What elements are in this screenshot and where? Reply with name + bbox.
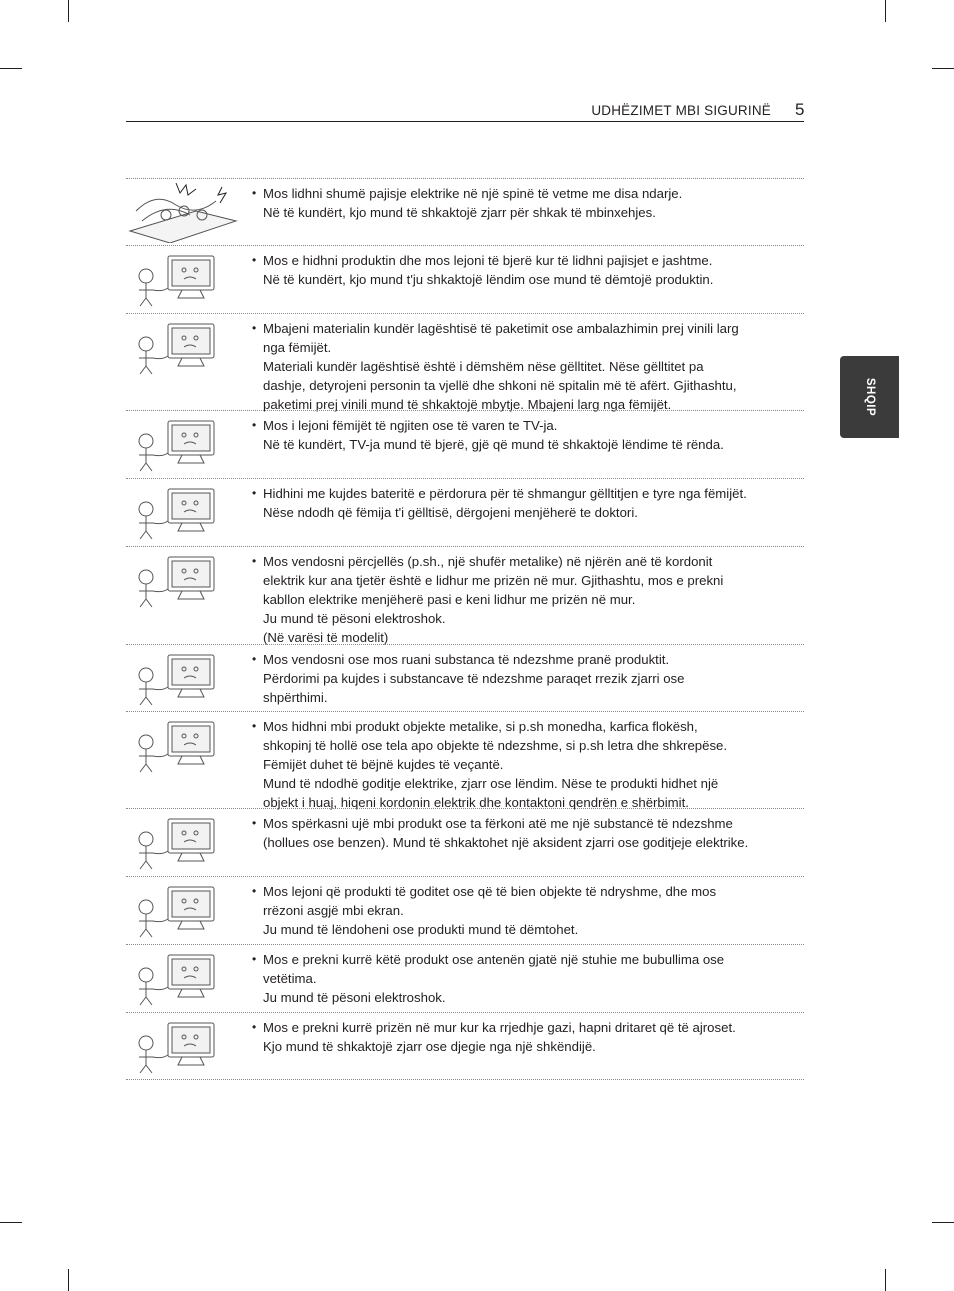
safety-item-line: paketimi prej vinili mund të shkaktojë mbytje. Mbajeni larg nga fëmijët. (263, 397, 672, 412)
safety-item-line: kabllon elektrike menjëherë pasi e keni lidhur me prizën në mur. (263, 592, 636, 607)
safety-item (126, 245, 804, 313)
safety-item-text (252, 552, 798, 647)
safety-item-line: Ju mund të pësoni elektroshok. (263, 611, 446, 626)
safety-item-line: Përdorimi pa kujdes i substancave të ndezshme paraqet rrezik zjarri ose (263, 671, 685, 686)
safety-item-text (252, 184, 798, 222)
overloaded-power-strip-illustration-icon (126, 181, 240, 243)
safety-item-text (252, 814, 798, 852)
safety-item-line: Mos e prekni kurrë këtë produkt ose antenën gjatë një stuhie me bubullima ose (263, 952, 725, 967)
safety-item-line: Mos hidhni mbi produkt objekte metalike, si p.sh monedha, karfica flokësh, (263, 719, 698, 734)
bullet: • (252, 652, 257, 666)
safety-item-line: Në të kundërt, kjo mund të shkaktojë zjarr për shkak të mbinxehjes. (263, 205, 656, 220)
safety-item-line: Fëmijët duhet të bëjnë kujdes të veçantë. (263, 757, 504, 772)
safety-item (126, 711, 804, 808)
safety-item (126, 808, 804, 876)
safety-item-text (252, 416, 798, 454)
safety-item-line: Ju mund të lëndoheni ose produkti mund të dëmtohet. (263, 922, 579, 937)
safety-item-line: Ju mund të pësoni elektroshok. (263, 990, 446, 1005)
crop-mark (0, 68, 22, 69)
bullet: • (252, 186, 257, 200)
safety-item-line: Hidhini me kujdes bateritë e përdorura për të shmangur gëlltitjen e tyre nga fëmijët. (263, 486, 747, 501)
safety-item (126, 944, 804, 1012)
safety-item-line: (hollues ose benzen). Mund të shkaktohet një aksident zjarri ose goditjeje elektrike. (263, 835, 749, 850)
child-climbing-tv-illustration-icon (126, 413, 240, 475)
safety-item-line: Mos i lejoni fëmijët të ngjiten ose të varen te TV-ja. (263, 418, 558, 433)
safety-item-line: (Në varësi të modelit) (263, 630, 389, 645)
crop-mark (932, 1222, 954, 1223)
gas-leak-plug-illustration-icon (126, 1015, 240, 1077)
crop-mark (68, 1269, 69, 1291)
ball-impact-illustration-icon (126, 879, 240, 941)
header-divider (126, 121, 804, 122)
safety-instructions-list (126, 178, 804, 1080)
safety-item-line: Mos spërkasni ujë mbi produkt ose ta fërkoni atë me një substancë të ndezshme (263, 816, 733, 831)
bullet: • (252, 418, 257, 432)
section-title: UDHËZIMET MBI SIGURINË (591, 103, 771, 118)
bullet: • (252, 253, 257, 267)
safety-item (126, 410, 804, 478)
bullet: • (252, 486, 257, 500)
metal-hairpin-cord-illustration-icon (126, 549, 240, 611)
safety-item-line: elektrik kur ana tjetër është e lidhur me prizën në mur. Gjithashtu, mos e prekni (263, 573, 724, 588)
safety-item-text (252, 650, 798, 707)
safety-item-text (252, 484, 798, 522)
safety-item-text (252, 319, 798, 414)
safety-item (126, 876, 804, 944)
safety-item-line: objekt i huaj, hiqeni kordonin elektrik dhe kontaktoni qendrën e shërbimit. (263, 795, 689, 810)
safety-item-line: Në të kundërt, kjo mund t'ju shkaktojë lëndim ose mund të dëmtojë produktin. (263, 272, 714, 287)
crop-mark (885, 0, 886, 22)
safety-item-line: Mund të ndodhë goditje elektrike, zjarr ose lëndim. Nëse te produkti hidhet një (263, 776, 719, 791)
language-tab (840, 356, 899, 438)
bullet: • (252, 1020, 257, 1034)
safety-item-line: nga fëmijët. (263, 340, 332, 355)
page-number: 5 (795, 100, 805, 119)
safety-item (126, 478, 804, 546)
bullet: • (252, 321, 257, 335)
child-pulling-cable-illustration-icon (126, 248, 240, 310)
bullet: • (252, 952, 257, 966)
safety-item-text (252, 251, 798, 289)
spray-water-illustration-icon (126, 811, 240, 873)
safety-item-text (252, 717, 798, 812)
language-tab-label: SHQIP (863, 377, 876, 417)
safety-item-line: Mbajeni materialin kundër lagështisë të paketimit ose ambalazhimin prej vinili larg (263, 321, 739, 336)
crop-mark (0, 1222, 22, 1223)
safety-item-line: Mos lejoni që produkti të goditet ose që të bien objekte të ndryshme, dhe mos (263, 884, 717, 899)
flammable-substance-illustration-icon (126, 647, 240, 709)
safety-item (126, 644, 804, 711)
safety-item-line: Mos vendosni përcjellës (p.sh., një shufër metalike) në njërën anë të kordonit (263, 554, 713, 569)
safety-item-text (252, 1018, 798, 1056)
bullet: • (252, 719, 257, 733)
safety-item-line: rrëzoni asgjë mbi ekran. (263, 903, 404, 918)
crop-mark (68, 0, 69, 22)
metal-objects-illustration-icon (126, 714, 240, 776)
crop-mark (885, 1269, 886, 1291)
child-plastic-bag-illustration-icon (126, 316, 240, 378)
safety-item-line: Në të kundërt, TV-ja mund të bjerë, gjë që mund të shkaktojë lëndime të rënda. (263, 437, 724, 452)
safety-item (126, 178, 804, 245)
safety-item-line: Kjo mund të shkaktojë zjarr ose djegie nga një shkëndijë. (263, 1039, 596, 1054)
safety-item-text (252, 882, 798, 939)
crop-mark (932, 68, 954, 69)
safety-item-line: Mos lidhni shumë pajisje elektrike në një spinë të vetme me disa ndarje. (263, 186, 683, 201)
safety-item-line: Nëse ndodh që fëmija t'i gëlltisë, dërgojeni menjëherë te doktori. (263, 505, 638, 520)
safety-item-line: Mos e prekni kurrë prizën në mur kur ka rrjedhje gazi, hapni dritaret që të ajroset. (263, 1020, 736, 1035)
battery-disposal-illustration-icon (126, 481, 240, 543)
safety-item-line: Mos e hidhni produktin dhe mos lejoni të bjerë kur të lidhni pajisjet e jashtme. (263, 253, 713, 268)
bullet: • (252, 554, 257, 568)
safety-item-line: shkopinj të hollë ose tela apo objekte të ndezshme, si p.sh letra dhe shkrepëse. (263, 738, 728, 753)
safety-item (126, 546, 804, 644)
safety-item-line: shpërthimi. (263, 690, 328, 705)
safety-item (126, 1012, 804, 1080)
safety-item (126, 313, 804, 410)
bullet: • (252, 816, 257, 830)
safety-item-line: vetëtima. (263, 971, 317, 986)
bullet: • (252, 884, 257, 898)
safety-item-line: Mos vendosni ose mos ruani substanca të ndezshme pranë produktit. (263, 652, 670, 667)
safety-item-line: Materiali kundër lagështisë është i dëmshëm nëse gëlltitet. Nëse gëlltitet pa (263, 359, 704, 374)
lightning-storm-illustration-icon (126, 947, 240, 1009)
safety-item-text (252, 950, 798, 1007)
safety-item-line: dashje, detyrojeni personin ta vjellë dhe shkoni në spitalin më të afërt. Gjithashtu, (263, 378, 737, 393)
